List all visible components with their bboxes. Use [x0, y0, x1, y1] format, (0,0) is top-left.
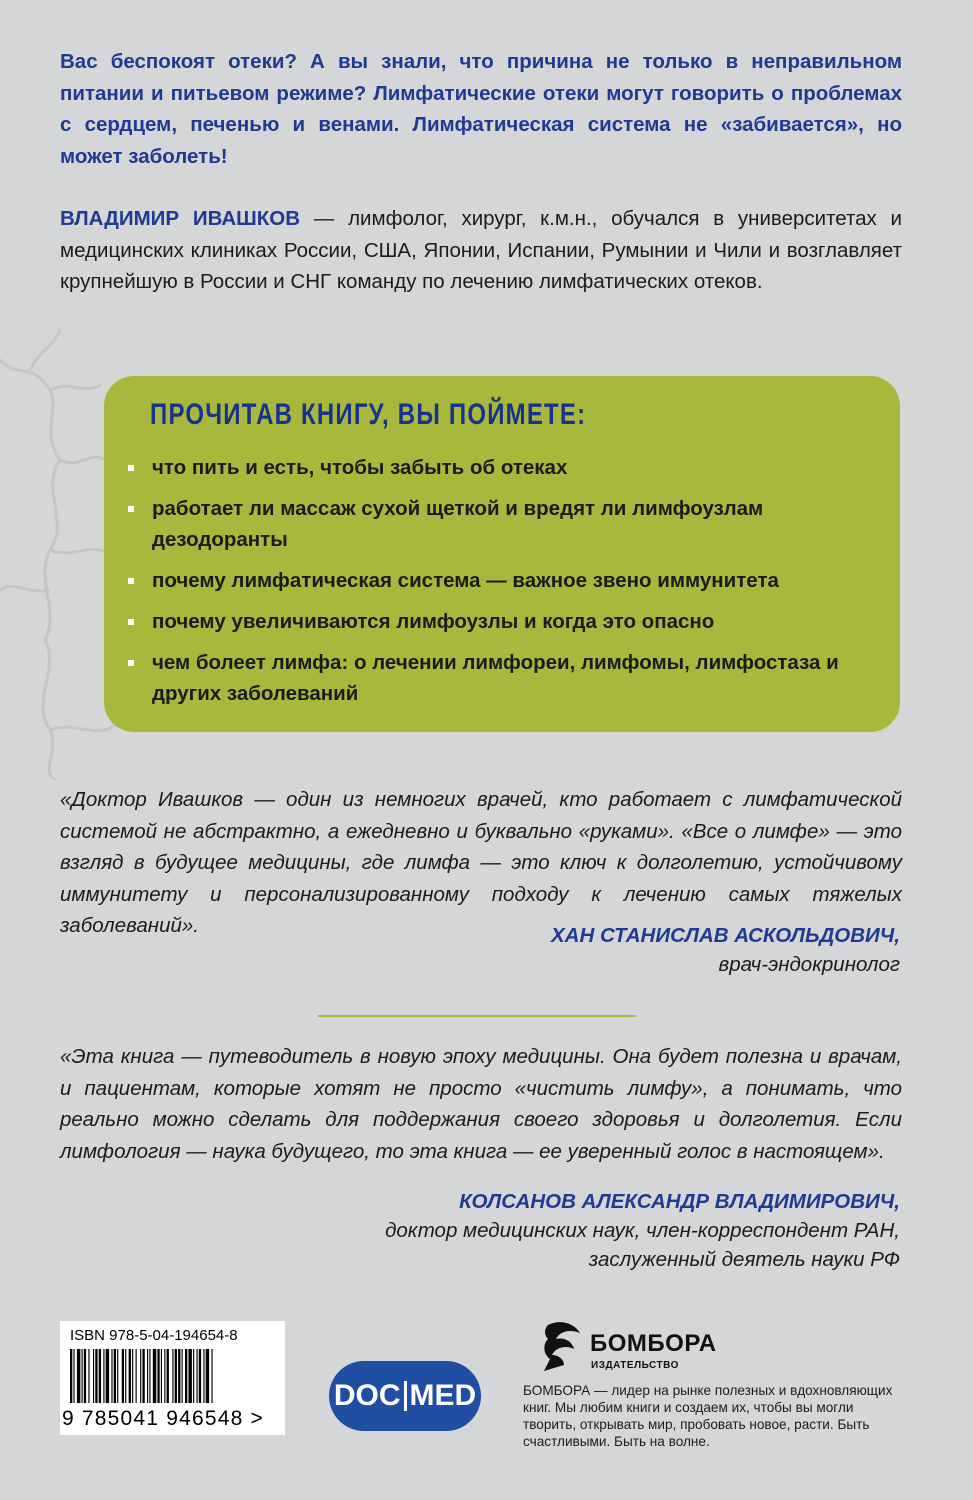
quote-text: «Эта книга — путеводитель в новую эпоху медицины. Она будет полезна и врачам, и пациентам, которые хотят не просто «чистить лимфу», а понимать, что реально можно сделать для поддержания своего здоровья и долголетия. Если лимфология — наука будущего, то эта книга — ее уверенный голос в настоящем».	[60, 1045, 902, 1163]
list-item: работает ли массаж сухой щеткой и вредят ли лимфоузлам дезодоранты	[128, 493, 868, 555]
author-name: ВЛАДИМИР ИВАШКОВ	[60, 207, 301, 230]
publisher-name: БОМБОРА	[590, 1330, 717, 1357]
divider-line	[318, 1015, 636, 1017]
docmed-logo-left: DOC	[333, 1379, 401, 1412]
quote-author-name: ХАН СТАНИСЛАВ АСКОЛЬДОВИЧ,	[551, 924, 900, 947]
bombora-wave-logo-icon	[540, 1315, 590, 1375]
isbn-number: ISBN 978-5-04-194654-8	[70, 1327, 238, 1344]
quote-author-role: доктор медицинских наук, член-корреспондент РАН,	[385, 1219, 900, 1242]
quote-text: «Доктор Ивашков — один из немногих врачей, кто работает с лимфатической системой не абстрактно, а ежедневно и буквально «руками». «Все о лимфе» — это взгляд в будущее медицины, где лимфа — это ключ к долголетию, устойчивому иммунитету и персонализированному подходу к лечению самых тяжелых заболеваний».	[60, 788, 902, 937]
benefits-list	[128, 452, 868, 719]
intro-paragraph: Вас беспокоят отеки? А вы знали, что причина не только в неправильном питании и питьевом режиме? Лимфатические отеки могут говорить о проблемах с сердцем, печенью и венами. Лимфатическая система не «забивается», но может заболеть!	[60, 50, 902, 168]
docmed-logo	[329, 1361, 481, 1431]
publisher-description: БОМБОРА — лидер на рынке полезных и вдохновляющих книг. Мы любим книги и создаем их, чтобы вы могли творить, открывать мир, пробовать новое, расти. Быть счастливыми. Быть на волне.	[523, 1383, 893, 1449]
panel-title: ПРОЧИТАВ КНИГУ, ВЫ ПОЙМЕТЕ:	[150, 398, 587, 431]
benefits-panel	[104, 376, 900, 732]
barcode-digits: 9 785041 946548 >	[62, 1407, 264, 1430]
list-item: что пить и есть, чтобы забыть об отеках	[128, 452, 868, 483]
list-item: почему увеличиваются лимфоузлы и когда это опасно	[128, 606, 868, 637]
docmed-separator	[404, 1381, 407, 1411]
author-paragraph	[60, 203, 902, 298]
quote-author-name: КОЛСАНОВ АЛЕКСАНДР ВЛАДИМИРОВИЧ,	[459, 1190, 900, 1213]
quote-author-role: заслуженный деятель науки РФ	[588, 1248, 900, 1271]
barcode	[60, 1321, 285, 1435]
publisher-subtitle: ИЗДАТЕЛЬСТВО	[591, 1360, 679, 1371]
quote-attribution	[551, 921, 900, 979]
list-item: чем болеет лимфа: о лечении лимфореи, лимфомы, лимфостаза и других заболеваний	[128, 647, 868, 709]
quote-author-role: врач-эндокринолог	[718, 953, 900, 976]
list-item: почему лимфатическая система — важное звено иммунитета	[128, 565, 868, 596]
barcode-bars	[70, 1349, 275, 1403]
docmed-logo-right: MED	[409, 1379, 477, 1412]
quote-attribution	[385, 1187, 900, 1274]
author-bio: — лимфолог, хирург, к.м.н., обучался в университетах и медицинских клиниках России, США, Японии, Испании, Румынии и Чили и возглавляет крупнейшую в России и СНГ команду по лечению лимфатических отеков.	[60, 207, 902, 293]
